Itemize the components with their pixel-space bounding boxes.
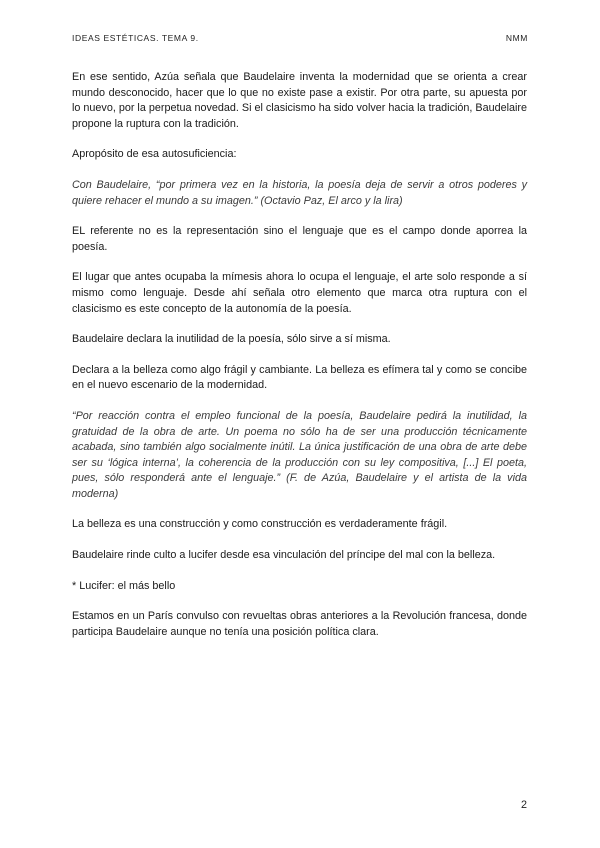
page-number: 2	[520, 799, 527, 811]
document-body	[72, 70, 527, 655]
paragraph-autosuficiencia: Apropósito de esa autosuficiencia:	[72, 148, 237, 161]
quote-azua: “Por reacción contra el empleo funcional de la poesía, Baudelaire pedirá la inutilidad, la gratuidad de la obra de arte. Un poema no sólo ha de ser una producción técnicamente acabada, sino también algo socialmente inútil. La única justificación de una obra de arte debe ser su ‘lógica interna’, la coherencia de la producción con su ley compositiva, [...] El poeta, pues, sólo responderá ante el lenguaje.” (F. de Azúa, Baudelaire y el artista de la vida moderna)	[72, 409, 527, 500]
paragraph-azua-modernidad: En ese sentido, Azúa señala que Baudelaire inventa la modernidad que se orienta a crear mundo desconocido, hacer que lo que no existe pase a existir. Por otra parte, su apuesta por lo nuevo, por la perpetua novedad. Si el clasicismo ha sido volver hacia la tradición, Baudelaire propone la ruptura con la tradición.	[72, 71, 527, 130]
paragraph-lucifer-culto: Baudelaire rinde culto a lucifer desde esa vinculación del príncipe del mal con la belleza.	[72, 549, 496, 562]
paragraph-construccion: La belleza es una construcción y como construcción es verdaderamente frágil.	[72, 518, 448, 531]
paragraph-belleza-fragil: Declara a la belleza como algo frágil y cambiante. La belleza es efímera tal y como se concibe en el nuevo escenario de la modernidad.	[72, 363, 527, 392]
paragraph-inutilidad: Baudelaire declara la inutilidad de la poesía, sólo sirve a sí misma.	[72, 333, 391, 346]
page-header	[72, 33, 528, 49]
paragraph-mimesis: El lugar que antes ocupaba la mímesis ahora lo ocupa el lenguaje, el arte solo responde a sí mismo como lenguaje. Desde ahí señala otro elemento que marca otra ruptura con el clasicismo es este concepto de la autonomía de la poesía.	[72, 271, 527, 315]
paragraph-lucifer-note: * Lucifer: el más bello	[72, 579, 176, 592]
paragraph-referente: EL referente no es la representación sino el lenguaje que es el campo donde aporrea la poesía.	[72, 225, 527, 253]
quote-octavio-paz: Con Baudelaire, “por primera vez en la historia, la poesía deja de servir a otros poderes y quiere rehacer el mundo a su imagen.” (Octavio Paz, El arco y la lira)	[72, 178, 527, 207]
header-title: IDEAS ESTÉTICAS. TEMA 9.	[72, 33, 199, 43]
header-author: NMM	[505, 33, 528, 43]
paragraph-paris: Estamos en un París convulso con revueltas obras anteriores a la Revolución francesa, donde participa Baudelaire aunque no tenía una posición política clara.	[72, 610, 527, 638]
